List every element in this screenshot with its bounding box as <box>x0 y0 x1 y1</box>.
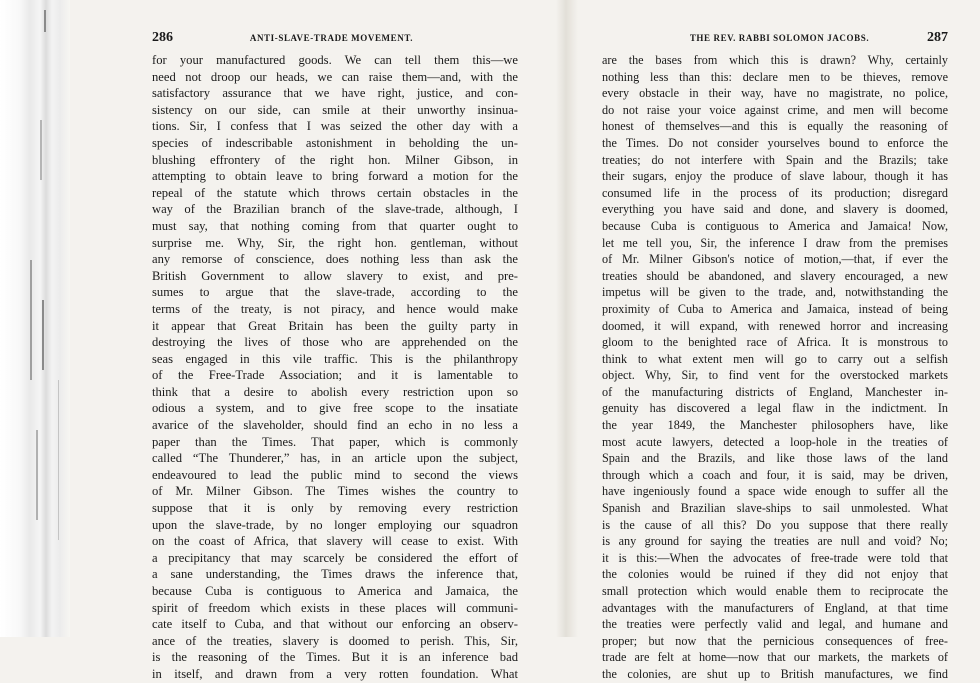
text-line: species of indescribable astonishment in beholding the un- <box>152 135 518 150</box>
text-line: blushing effrontery of the right hon. Milner Gibson, in <box>152 152 518 167</box>
text-line: on the coast of Africa, that slavery will cease to exist. With <box>152 534 518 549</box>
text-line: repeal of the statute which throws certain obstacles in the <box>152 185 518 200</box>
text-line: Spain and the Brazils, and like those laws of the land <box>602 451 948 466</box>
text-line: called “The Thunderer,” has, in an article upon the subject, <box>152 451 518 466</box>
left-page-header <box>152 30 520 52</box>
text-line: it appear that Great Britain has been the guilty party in <box>152 318 518 333</box>
text-line: through which a coach and four, it is said, may be driven, <box>602 467 948 482</box>
text-line: the Times. Do not consider yourselves bound to enforce the <box>602 135 948 150</box>
text-line: doomed, it will expand, with renewed horror and increasing <box>602 318 948 333</box>
text-line: odious a system, and to give free scope to the insatiate <box>152 401 518 416</box>
text-line: spirit of freedom which exists in these places will communi- <box>152 600 518 615</box>
text-line: most acute lawyers, detected a loop-hole in the treaties of <box>602 434 948 449</box>
text-line: nothing less than this: declare men to be thieves, remove <box>602 69 948 84</box>
text-line: way of the Brazilian branch of the slave-trade, although, I <box>152 202 518 217</box>
text-line: consumed life in the process of its production; disregard <box>602 185 948 200</box>
text-line: is any ground for saying the treaties are null and void? No; <box>602 534 948 549</box>
text-line: Spanish and Brazilian slave-ships to sail unmolested. What <box>602 501 948 516</box>
text-line: treaties; do not interfere with Spain and the Brazils; take <box>602 152 948 167</box>
text-line: object. Why, Sir, to find vent for the overstocked markets <box>602 368 948 383</box>
text-line: it is this:—When the advocates of free-trade were told that <box>602 550 948 565</box>
text-line: cate itself to Cuba, and that without our enforcing an observ- <box>152 617 518 632</box>
text-line: surprise me. Why, Sir, the right hon. gentleman, without <box>152 235 518 250</box>
text-line: the year 1849, the Manchester philosophers have, like <box>602 418 948 433</box>
text-line: satisfactory assurance that we have right, justice, and con- <box>152 86 518 101</box>
text-line: in itself, and drawn from a very rotten foundation. What <box>152 666 518 681</box>
text-line: the treaties were perfectly valid and legal, and humane and <box>602 617 948 632</box>
text-line: sumes to argue that the slave-trade, according to the <box>152 285 518 300</box>
text-line: a sane understanding, the Times draws the inference that, <box>152 567 518 582</box>
text-line: is the reasoning of the Times. But it is an inference bad <box>152 650 518 665</box>
text-line: for your manufactured goods. We can tell them this—we <box>152 53 518 67</box>
text-line: of the manufacturing districts of England, Manchester in- <box>602 384 948 399</box>
left-running-head: ANTI-SLAVE-TRADE MOVEMENT. <box>249 33 414 43</box>
text-line: a precipitancy that may scarcely be considered the effort of <box>152 550 518 565</box>
text-line: ance of the treaties, slavery is doomed to perish. This, Sir, <box>152 633 518 648</box>
book-binding-edge <box>0 0 70 637</box>
text-line: seas engaged in this vile traffic. This is the philanthropy <box>152 351 518 366</box>
right-running-head: THE REV. RABBI SOLOMON JACOBS. <box>689 33 870 43</box>
right-page-header <box>602 30 948 52</box>
text-line: the colonies would be ruined if they did not enjoy that <box>602 567 948 582</box>
text-line: proper; but now that the pernicious consequences of free- <box>602 633 948 648</box>
text-line: think to what extent men will go to carry out a selfish <box>602 351 948 366</box>
text-line: sistency on our side, can smile at their unworthy insinua- <box>152 102 518 117</box>
page-gutter <box>556 0 578 637</box>
left-page-number: 286 <box>152 30 173 45</box>
text-line: endeavoured to lead the public mind to second the views <box>152 467 518 482</box>
text-line: let me tell you, Sir, the inference I draw from the premises <box>602 235 948 250</box>
text-line: impetus will be given to the trade, and, notwithstanding the <box>602 285 948 300</box>
text-line: everything you have said and done, and slavery is doomed, <box>602 202 948 217</box>
text-line: because Cuba is contiguous to America and Jamaica! Now, <box>602 218 948 233</box>
left-page-body <box>152 52 520 683</box>
text-line: advantages with the manufacturers of England, at that time <box>602 600 948 615</box>
text-line: are the bases from which this is drawn? Why, certainly <box>602 53 948 67</box>
text-line: tions. Sir, I confess that I was seized the other day with a <box>152 119 518 134</box>
text-line: avarice of the slaveholder, should find an echo in no less a <box>152 418 518 433</box>
text-line: genuity has discovered a legal flaw in the indictment. In <box>602 401 948 416</box>
text-line: think that a desire to abolish every restriction upon so <box>152 384 518 399</box>
text-line: suppose that it is only by removing every restriction <box>152 501 518 516</box>
text-line: destroying the lives of those who are apprehended on the <box>152 335 518 350</box>
text-line: of Mr. Milner Gibson. The Times wishes the country to <box>152 484 518 499</box>
text-line: paper than the Times. That paper, which is commonly <box>152 434 518 449</box>
text-line: British Government to allow slavery to exist, and pre- <box>152 268 518 283</box>
text-line: the colonies, are shut up to British manufactures, we find <box>602 666 948 681</box>
text-line: terms of the treaty, is not piracy, and hence would make <box>152 301 518 316</box>
text-line: trade are felt at home—now that our markets, the markets of <box>602 650 948 665</box>
text-line: small protection which would enable them to reciprocate the <box>602 584 948 598</box>
text-line: do not raise your voice against crime, and men will become <box>602 102 948 117</box>
text-line: have ingeniously found a space wide enough to suffer all the <box>602 484 948 499</box>
text-line: gloom to the benighted race of Africa. It is monstrous to <box>602 335 948 350</box>
text-line: every obstacle in their way, have no magistrate, no police, <box>602 86 948 101</box>
text-line: honest of themselves—and this is equally the reasoning of <box>602 119 948 134</box>
text-line: upon the slave-trade, by no longer employing our squadron <box>152 517 518 532</box>
right-page <box>602 30 948 683</box>
text-line: because Cuba is contiguous to America and Jamaica, the <box>152 584 518 598</box>
text-line: of Mr. Milner Gibson's notice of motion,—that, if ever the <box>602 252 948 267</box>
text-line: must say, that nothing coming from that quarter ought to <box>152 218 518 233</box>
text-line: is the cause of all this? Do you suppose that there really <box>602 517 948 532</box>
text-line: any remorse of conscience, does nothing less than ask the <box>152 252 518 267</box>
text-line: proximity of Cuba to America and Jamaica, instead of being <box>602 301 948 316</box>
text-line: treaties should be abandoned, and slavery encouraged, a new <box>602 268 948 283</box>
right-page-number: 287 <box>927 30 948 45</box>
left-page <box>152 30 520 683</box>
text-line: attempting to obtain leave to bring forward a motion for the <box>152 169 518 184</box>
right-page-body <box>602 52 948 683</box>
text-line: their sugars, enjoy the produce of slave labour, though it has <box>602 169 948 184</box>
text-line: need not droop our heads, we can raise them—and, with the <box>152 69 518 84</box>
text-line: of the Free-Trade Association; and it is lamentable to <box>152 368 518 383</box>
